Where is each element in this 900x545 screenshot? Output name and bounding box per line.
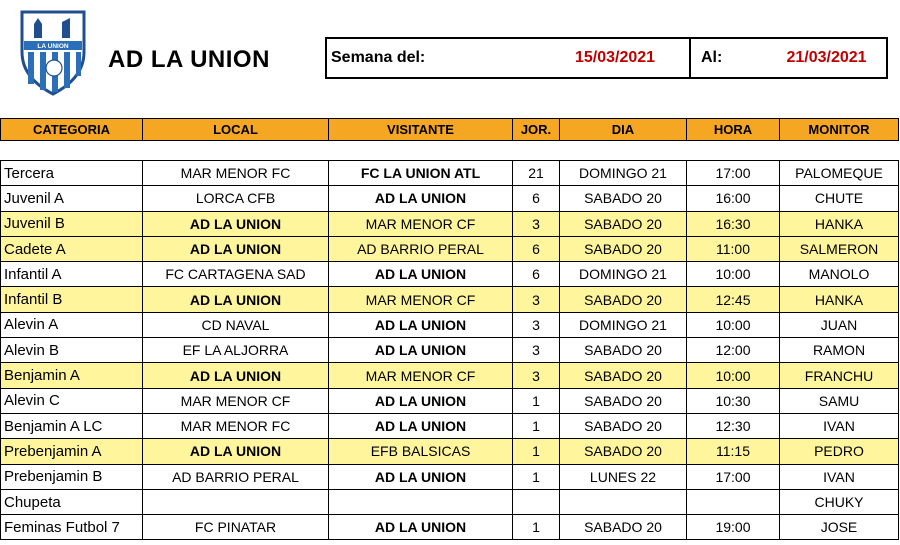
cell-hora: 17:00 — [687, 161, 780, 186]
cell-local: LORCA CFB — [143, 186, 329, 211]
cell-visitante: EFB BALSICAS — [329, 439, 513, 464]
cell-visitante: AD LA UNION — [329, 262, 513, 287]
cell-categoria: Feminas Futbol 7 — [1, 515, 143, 540]
cell-monitor: SAMU — [780, 388, 899, 413]
club-title: AD LA UNION — [108, 46, 270, 73]
cell-local: AD BARRIO PERAL — [143, 464, 329, 489]
cell-visitante: AD LA UNION — [329, 388, 513, 413]
cell-hora: 11:00 — [687, 236, 780, 261]
cell-local: MAR MENOR CF — [143, 388, 329, 413]
cell-monitor: IVAN — [780, 464, 899, 489]
cell-categoria: Cadete A — [1, 236, 143, 261]
table-row — [1, 186, 899, 211]
cell-categoria: Alevin B — [1, 338, 143, 363]
cell-dia: SABADO 20 — [560, 211, 687, 236]
cell-dia: SABADO 20 — [560, 388, 687, 413]
cell-visitante: AD BARRIO PERAL — [329, 236, 513, 261]
column-header-categoria: CATEGORIA — [1, 119, 143, 141]
cell-visitante — [329, 489, 513, 514]
table-row — [1, 489, 899, 514]
cell-jor: 6 — [513, 236, 560, 261]
cell-categoria: Prebenjamin B — [1, 464, 143, 489]
week-from-date: 15/03/2021 — [574, 49, 656, 66]
cell-monitor: IVAN — [780, 413, 899, 438]
cell-visitante: FC LA UNION ATL — [329, 161, 513, 186]
column-header-jornada: JOR. — [513, 119, 560, 141]
table-row — [1, 338, 899, 363]
cell-categoria: Benjamin A LC — [1, 413, 143, 438]
cell-dia: SABADO 20 — [560, 413, 687, 438]
cell-monitor: FRANCHU — [780, 363, 899, 388]
cell-local: FC PINATAR — [143, 515, 329, 540]
cell-jor: 3 — [513, 363, 560, 388]
table-row — [1, 388, 899, 413]
column-header-monitor: MONITOR — [780, 119, 899, 141]
cell-categoria: Alevin A — [1, 312, 143, 337]
cell-dia: DOMINGO 21 — [560, 161, 687, 186]
cell-categoria: Juvenil A — [1, 186, 143, 211]
cell-monitor: JOSE — [780, 515, 899, 540]
cell-monitor: MANOLO — [780, 262, 899, 287]
table-row — [1, 287, 899, 312]
cell-monitor: CHUTE — [780, 186, 899, 211]
cell-dia: SABADO 20 — [560, 186, 687, 211]
cell-dia — [560, 489, 687, 514]
crest-text: LA UNION — [37, 43, 69, 50]
cell-hora: 12:00 — [687, 338, 780, 363]
table-row — [1, 515, 899, 540]
cell-dia: SABADO 20 — [560, 515, 687, 540]
cell-local: AD LA UNION — [143, 287, 329, 312]
cell-categoria: Infantil A — [1, 262, 143, 287]
cell-local: MAR MENOR FC — [143, 161, 329, 186]
cell-categoria: Infantil B — [1, 287, 143, 312]
schedule-header — [0, 118, 899, 141]
cell-jor: 1 — [513, 388, 560, 413]
cell-local: AD LA UNION — [143, 236, 329, 261]
cell-visitante: MAR MENOR CF — [329, 363, 513, 388]
cell-visitante: MAR MENOR CF — [329, 211, 513, 236]
cell-local: AD LA UNION — [143, 211, 329, 236]
cell-visitante: MAR MENOR CF — [329, 287, 513, 312]
cell-monitor: CHUKY — [780, 489, 899, 514]
cell-hora — [687, 489, 780, 514]
table-row — [1, 161, 899, 186]
cell-dia: SABADO 20 — [560, 439, 687, 464]
cell-jor: 21 — [513, 161, 560, 186]
cell-hora: 16:00 — [687, 186, 780, 211]
cell-jor: 3 — [513, 287, 560, 312]
table-row — [1, 312, 899, 337]
cell-visitante: AD LA UNION — [329, 413, 513, 438]
cell-monitor: SALMERON — [780, 236, 899, 261]
table-row — [1, 363, 899, 388]
table-row — [1, 464, 899, 489]
cell-jor — [513, 489, 560, 514]
column-header-hora: HORA — [687, 119, 780, 141]
cell-categoria: Prebenjamin A — [1, 439, 143, 464]
cell-monitor: HANKA — [780, 287, 899, 312]
cell-hora: 12:30 — [687, 413, 780, 438]
cell-jor: 3 — [513, 312, 560, 337]
cell-dia: DOMINGO 21 — [560, 312, 687, 337]
column-header-local: LOCAL — [143, 119, 329, 141]
cell-local: FC CARTAGENA SAD — [143, 262, 329, 287]
club-crest-logo — [18, 8, 88, 96]
cell-local: EF LA ALJORRA — [143, 338, 329, 363]
cell-visitante: AD LA UNION — [329, 515, 513, 540]
cell-jor: 1 — [513, 464, 560, 489]
cell-jor: 3 — [513, 211, 560, 236]
column-header-visitante: VISITANTE — [329, 119, 513, 141]
cell-jor: 1 — [513, 413, 560, 438]
week-to-label: Al: — [701, 49, 723, 66]
cell-jor: 1 — [513, 515, 560, 540]
cell-jor: 3 — [513, 338, 560, 363]
cell-monitor: JUAN — [780, 312, 899, 337]
cell-jor: 1 — [513, 439, 560, 464]
cell-categoria: Chupeta — [1, 489, 143, 514]
cell-hora: 10:30 — [687, 388, 780, 413]
cell-dia: SABADO 20 — [560, 236, 687, 261]
cell-hora: 10:00 — [687, 312, 780, 337]
cell-local: MAR MENOR FC — [143, 413, 329, 438]
cell-hora: 17:00 — [687, 464, 780, 489]
cell-categoria: Alevin C — [1, 388, 143, 413]
cell-monitor: HANKA — [780, 211, 899, 236]
cell-monitor: RAMON — [780, 338, 899, 363]
cell-local: AD LA UNION — [143, 363, 329, 388]
cell-visitante: AD LA UNION — [329, 186, 513, 211]
column-header-dia: DIA — [560, 119, 687, 141]
cell-hora: 10:00 — [687, 363, 780, 388]
schedule-table — [0, 160, 899, 540]
cell-categoria: Juvenil B — [1, 211, 143, 236]
cell-categoria: Tercera — [1, 161, 143, 186]
week-to-date: 21/03/2021 — [786, 49, 867, 66]
cell-dia: SABADO 20 — [560, 338, 687, 363]
cell-dia: DOMINGO 21 — [560, 262, 687, 287]
cell-hora: 16:30 — [687, 211, 780, 236]
cell-local: CD NAVAL — [143, 312, 329, 337]
cell-hora: 10:00 — [687, 262, 780, 287]
table-row — [1, 236, 899, 261]
cell-visitante: AD LA UNION — [329, 464, 513, 489]
cell-visitante: AD LA UNION — [329, 312, 513, 337]
cell-jor: 6 — [513, 186, 560, 211]
week-from-label: Semana del: — [331, 49, 426, 66]
cell-hora: 19:00 — [687, 515, 780, 540]
cell-local — [143, 489, 329, 514]
cell-jor: 6 — [513, 262, 560, 287]
cell-categoria: Benjamin A — [1, 363, 143, 388]
table-row — [1, 211, 899, 236]
cell-monitor: PEDRO — [780, 439, 899, 464]
cell-local: AD LA UNION — [143, 439, 329, 464]
cell-dia: SABADO 20 — [560, 287, 687, 312]
cell-monitor: PALOMEQUE — [780, 161, 899, 186]
table-row — [1, 262, 899, 287]
cell-hora: 11:15 — [687, 439, 780, 464]
cell-hora: 12:45 — [687, 287, 780, 312]
week-range-box — [325, 37, 888, 79]
table-row — [1, 413, 899, 438]
cell-visitante: AD LA UNION — [329, 338, 513, 363]
cell-dia: LUNES 22 — [560, 464, 687, 489]
table-row — [1, 439, 899, 464]
cell-dia: SABADO 20 — [560, 363, 687, 388]
